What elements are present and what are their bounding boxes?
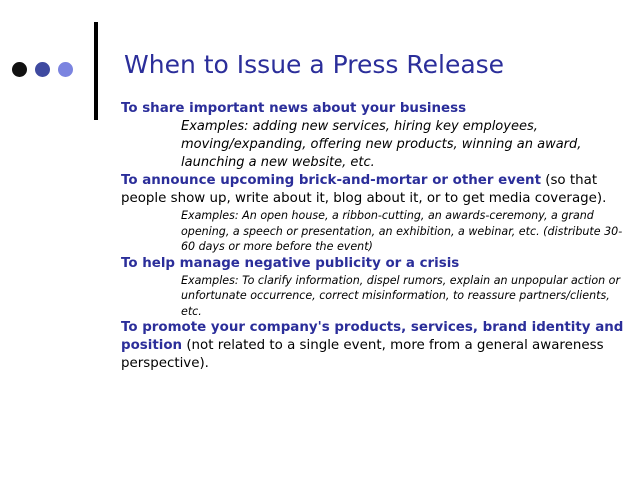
dot-icon-2 [35, 62, 50, 77]
dot-icon-3 [58, 62, 73, 77]
reason-example: Examples: To clarify information, dispel rumors, explain an unpopular action or unfortunate occurrence, correct misinformation, to reassure partners/clients, etc. [181, 273, 621, 318]
dot-icon-1 [12, 62, 27, 77]
reason-3 [121, 255, 626, 273]
reason-heading: To help manage negative publicity or a crisis [121, 255, 460, 271]
title-bullets [12, 62, 73, 77]
title-divider [94, 22, 98, 120]
reason-body: (not related to a single event, more from a general awareness perspective). [121, 338, 604, 371]
reason-1 [121, 100, 626, 118]
reason-example: Examples: adding new services, hiring key employees, moving/expanding, offering new products, winning an award, launching a new website, etc. [181, 119, 582, 170]
reason-heading: To announce upcoming brick-and-mortar or other event [121, 173, 541, 188]
page-title: When to Issue a Press Release [124, 50, 505, 79]
reason-heading: To promote your company's products, services, brand identity and position [121, 320, 624, 353]
reason-heading: To share important news about your business [121, 101, 467, 116]
reason-body: (so that people show up, write about it, blog about it, or to get media coverage). [121, 173, 607, 206]
reason-example: Examples: An open house, a ribbon-cutting, an awards-ceremony, a grand opening, a speech or presentation, an exhibition, a webinar, etc. (distribute 30-60 days or more before the event) [181, 209, 623, 253]
reason-4 [121, 319, 626, 373]
reason-2 [121, 172, 626, 208]
slide-content [121, 100, 626, 373]
